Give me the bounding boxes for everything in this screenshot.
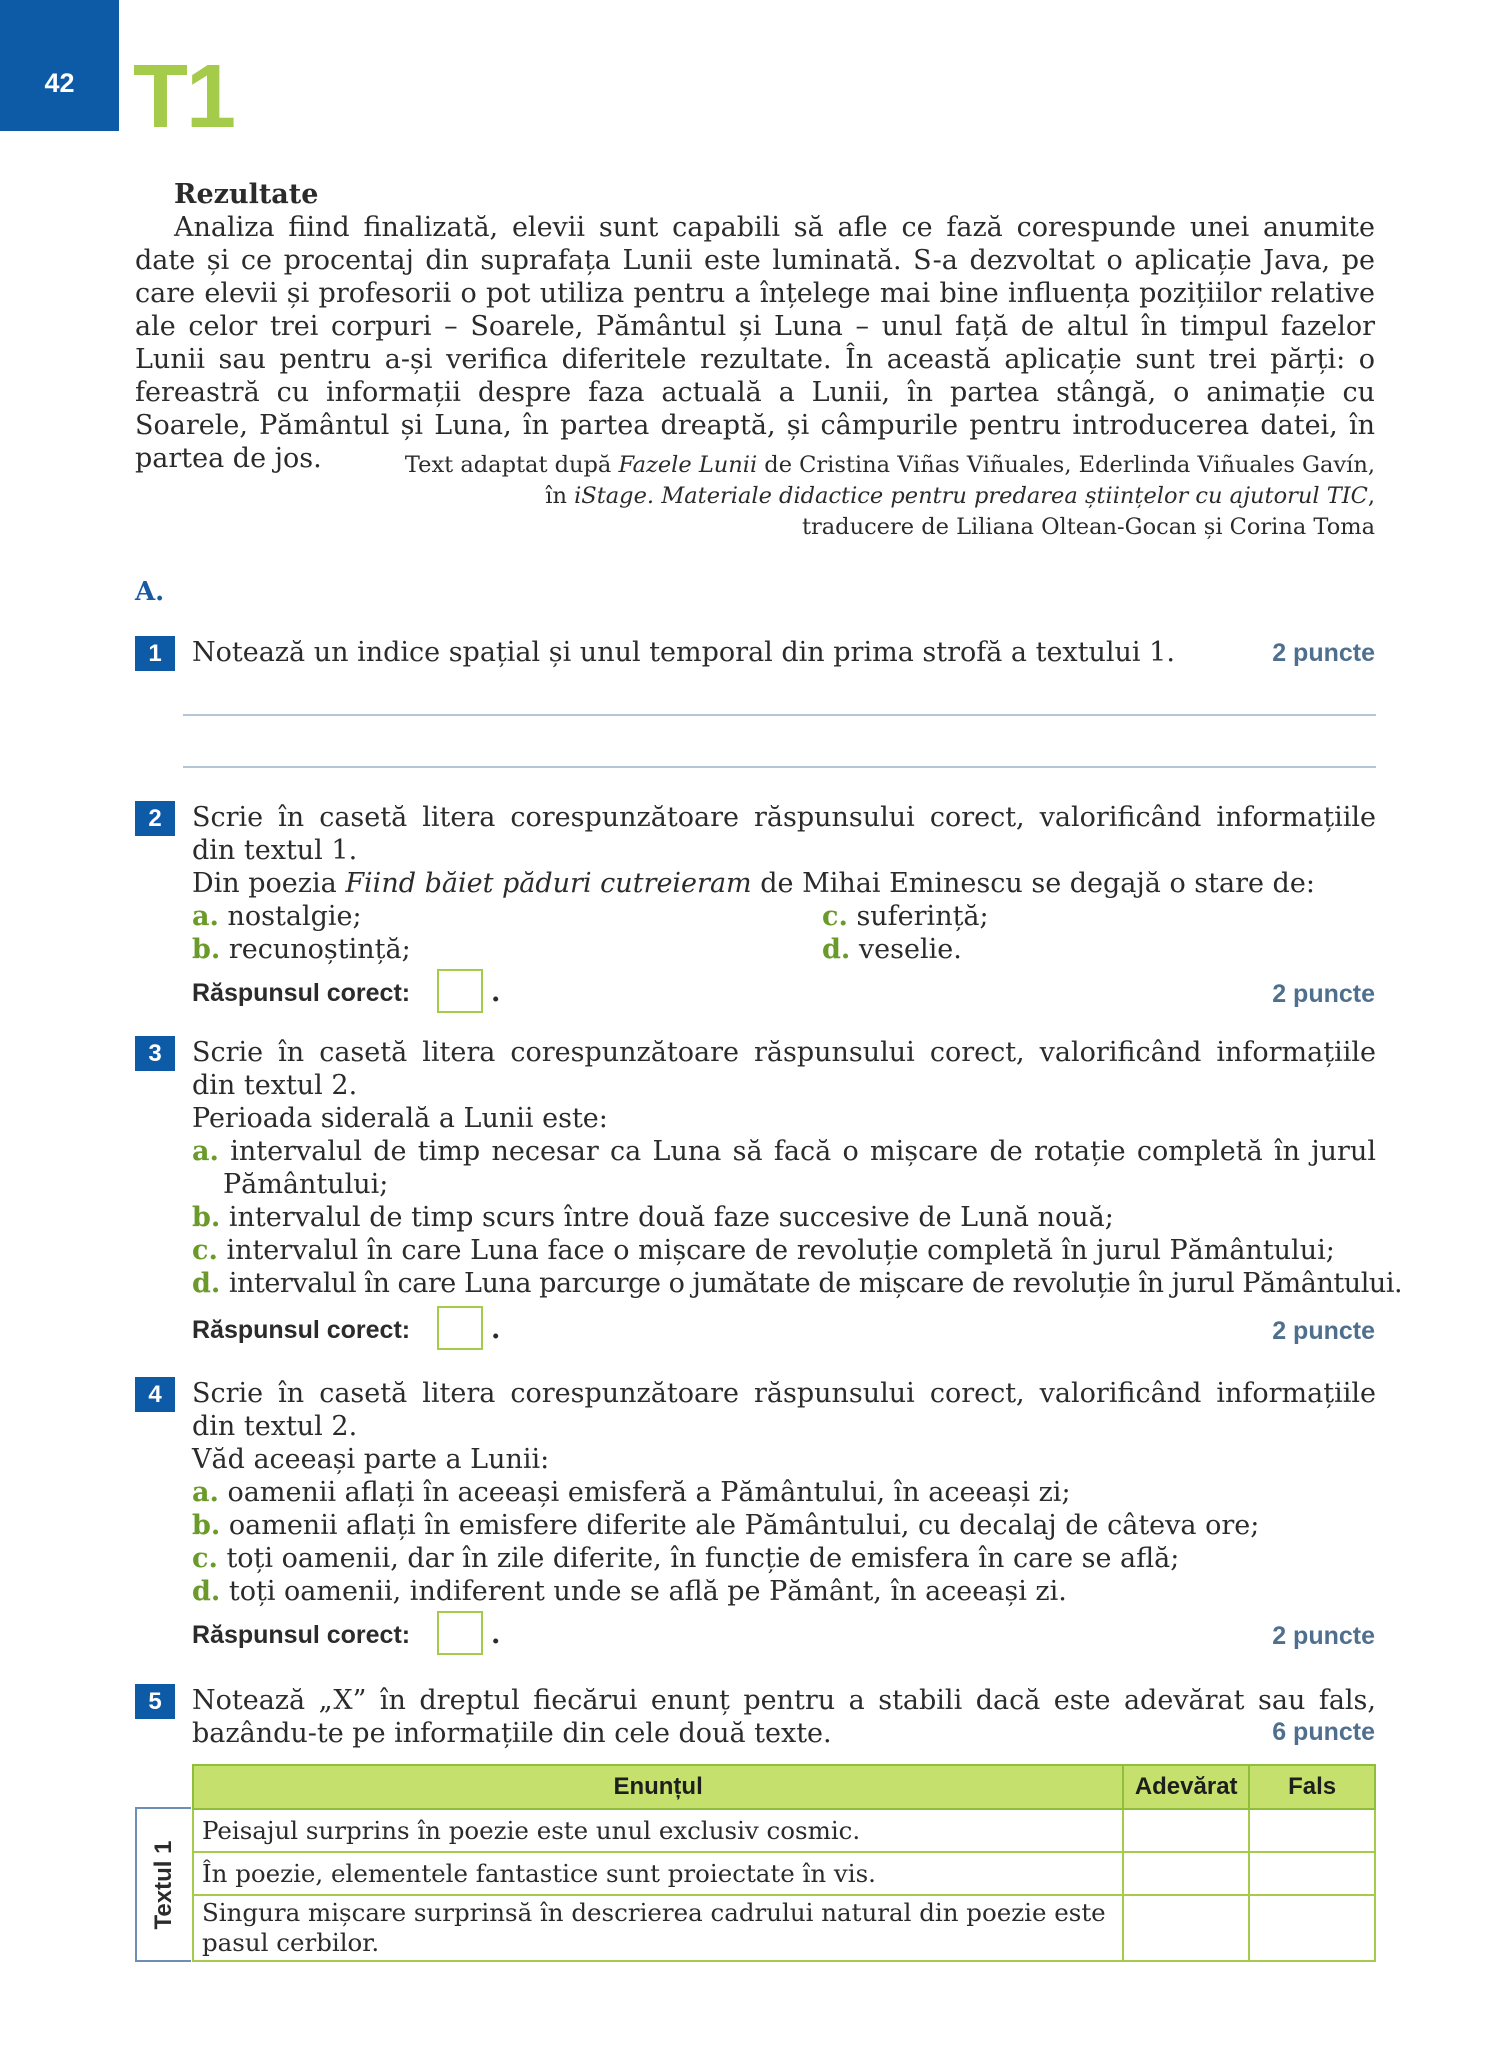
prompt-part: de Mihai Eminescu se degajă o stare de: [751, 868, 1315, 899]
question-2-points: 2 puncte [1272, 980, 1375, 1008]
option-c [822, 900, 1376, 933]
option-text: toți oamenii, dar în zile diferite, în funcție de emisfera în care se află; [226, 1543, 1180, 1574]
option-letter: d. [192, 1268, 221, 1299]
option-b [192, 1201, 1376, 1234]
answer-line-1[interactable] [183, 714, 1376, 716]
option-text: oamenii aflați în emisfere diferite ale Pământului, cu decalaj de câteva ore; [228, 1510, 1260, 1541]
table-side-label [135, 1807, 191, 1962]
option-letter: b. [192, 1202, 221, 1233]
option-letter: a. [192, 1477, 219, 1508]
true-cell[interactable] [1123, 1852, 1249, 1895]
question-number-3: 3 [135, 1036, 175, 1071]
option-d [192, 1267, 1403, 1300]
page-number-tab [0, 0, 119, 131]
option-letter: d. [822, 934, 851, 965]
answer-box-4[interactable] [437, 1611, 483, 1655]
answer-line-2[interactable] [183, 766, 1376, 768]
poem-title: Fiind băiet păduri cutreieram [345, 868, 752, 899]
source-line1-a: Text adaptat după [404, 452, 619, 478]
question-2-prompt [192, 867, 1376, 900]
option-d [192, 1575, 1376, 1608]
statement-cell: Peisajul surprins în poezie este unul exclusiv cosmic. [193, 1809, 1123, 1852]
answer-label-2: Răspunsul corect: [192, 979, 411, 1007]
question-4-points: 2 puncte [1272, 1622, 1375, 1650]
question-2-options [192, 900, 1376, 966]
source-line2-a: în [545, 483, 575, 509]
source-citation [405, 450, 1375, 543]
false-cell[interactable] [1249, 1852, 1375, 1895]
section-label: A. [135, 577, 165, 607]
option-text: veselie. [858, 934, 962, 965]
option-text: oamenii aflați în aceeași emisferă a Pământului, în aceeași zi; [227, 1477, 1071, 1508]
true-false-table [192, 1764, 1376, 1962]
option-letter: c. [192, 1543, 218, 1574]
true-cell[interactable] [1123, 1895, 1249, 1961]
option-letter: a. [192, 1136, 219, 1167]
false-cell[interactable] [1249, 1895, 1375, 1961]
header-statement: Enunțul [193, 1765, 1123, 1809]
option-letter: b. [192, 1510, 221, 1541]
option-c [192, 1542, 1376, 1575]
question-3-prompt: Perioada siderală a Lunii este: [192, 1103, 608, 1134]
header-true: Adevărat [1123, 1765, 1249, 1809]
source-line1-title: Fazele Lunii [618, 452, 758, 478]
answer-box-3[interactable] [437, 1306, 483, 1350]
option-b [192, 933, 822, 966]
true-cell[interactable] [1123, 1809, 1249, 1852]
question-2-text: Scrie în casetă litera corespunzătoare răspunsului corect, valorificând informațiile din textul 1. [192, 802, 1376, 866]
option-text: intervalul în care Luna parcurge o jumătate de mișcare de revoluție în jurul Pământului. [228, 1268, 1403, 1299]
option-text: nostalgie; [227, 901, 362, 932]
option-letter: d. [192, 1576, 221, 1607]
option-text: recunoștință; [228, 934, 411, 965]
question-3-block [192, 1036, 1403, 1300]
question-4-prompt: Văd aceeași parte a Lunii: [192, 1444, 550, 1475]
option-text: toți oamenii, indiferent unde se află pe Pământ, în aceeași zi. [228, 1576, 1067, 1607]
answer-dot-3: . [491, 1314, 501, 1345]
question-number-5: 5 [135, 1684, 175, 1719]
table-row [193, 1852, 1375, 1895]
table-row [193, 1809, 1375, 1852]
question-4-block [192, 1377, 1376, 1608]
question-3-text: Scrie în casetă litera corespunzătoare răspunsului corect, valorificând informațiile din textul 2. [192, 1037, 1376, 1101]
question-5-text: Notează „X” în dreptul fiecărui enunț pentru a stabili dacă este adevărat sau fals, bazându-te pe informațiile din cele două texte. [192, 1685, 1376, 1749]
source-line3: traducere de Liliana Oltean-Gocan și Corina Toma [801, 514, 1375, 540]
option-b [192, 1509, 1376, 1542]
table-row [193, 1895, 1375, 1961]
option-a [192, 1135, 1376, 1201]
option-text: suferință; [856, 901, 989, 932]
option-d [822, 933, 1376, 966]
question-number-4: 4 [135, 1377, 175, 1412]
statement-cell: Singura mișcare surprinsă în descrierea cadrului natural din poezie este pasul cerbilor. [193, 1895, 1123, 1961]
page-number: 42 [44, 68, 75, 98]
test-label: T1 [133, 47, 235, 147]
question-number-2: 2 [135, 801, 175, 836]
answer-dot-4: . [491, 1619, 501, 1650]
question-1-text: Notează un indice spațial și unul temporal din prima strofă a textului 1. [192, 637, 1175, 668]
question-number-1: 1 [135, 636, 175, 671]
option-c [192, 1234, 1376, 1267]
option-text: intervalul în care Luna face o mișcare de revoluție completă în jurul Pământului; [226, 1235, 1335, 1266]
option-letter: c. [822, 901, 848, 932]
header-false: Fals [1249, 1765, 1375, 1809]
option-text: intervalul de timp necesar ca Luna să facă o mișcare de rotație completă în jurul Pământului; [223, 1136, 1376, 1200]
option-letter: c. [192, 1235, 218, 1266]
side-label-text: Textul 1 [150, 1840, 177, 1929]
option-a [192, 900, 822, 933]
question-5-points: 6 puncte [1272, 1718, 1375, 1746]
answer-dot-2: . [491, 977, 501, 1008]
source-line2-b: , [1367, 483, 1375, 509]
option-text: intervalul de timp scurs între două faze succesive de Lună nouă; [228, 1202, 1114, 1233]
answer-label-3: Răspunsul corect: [192, 1316, 411, 1344]
question-3-points: 2 puncte [1272, 1317, 1375, 1345]
results-title: Rezultate [174, 179, 319, 210]
source-line2-title: iStage. Materiale didactice pentru predarea științelor cu ajutorul TIC [574, 483, 1368, 509]
answer-box-2[interactable] [437, 969, 483, 1013]
prompt-part: Din poezia [192, 868, 346, 899]
option-letter: b. [192, 934, 221, 965]
option-letter: a. [192, 901, 219, 932]
answer-label-4: Răspunsul corect: [192, 1621, 411, 1649]
results-body: Analiza fiind finalizată, elevii sunt capabili să afle ce fază corespunde unei anumite date și ce procentaj din suprafața Lunii este luminată. S-a dezvoltat o aplicație Java, pe care elevii și profesorii o pot utiliza pentru a înțelege mai bine influența pozițiilor relative ale celor trei corpuri – Soarele, Pământul și Luna – unul față de altul în timpul fazelor Lunii sau pentru a-și verifica diferitele rezultate. În această aplicație sunt trei părți: o fereastră cu informații despre faza actuală a Lunii, în partea stângă, o animație cu Soarele, Pământul și Luna, în partea dreaptă, și câmpurile pentru introducerea datei, în partea de jos. [135, 212, 1375, 474]
false-cell[interactable] [1249, 1809, 1375, 1852]
question-2-block [192, 801, 1376, 966]
option-a [192, 1476, 1376, 1509]
question-4-text: Scrie în casetă litera corespunzătoare răspunsului corect, valorificând informațiile din textul 2. [192, 1378, 1376, 1442]
question-1-points: 2 puncte [1272, 639, 1375, 667]
source-line1-b: de Cristina Viñas Viñuales, Ederlinda Viñuales Gavín, [757, 452, 1375, 478]
statement-cell: În poezie, elementele fantastice sunt proiectate în vis. [193, 1852, 1123, 1895]
